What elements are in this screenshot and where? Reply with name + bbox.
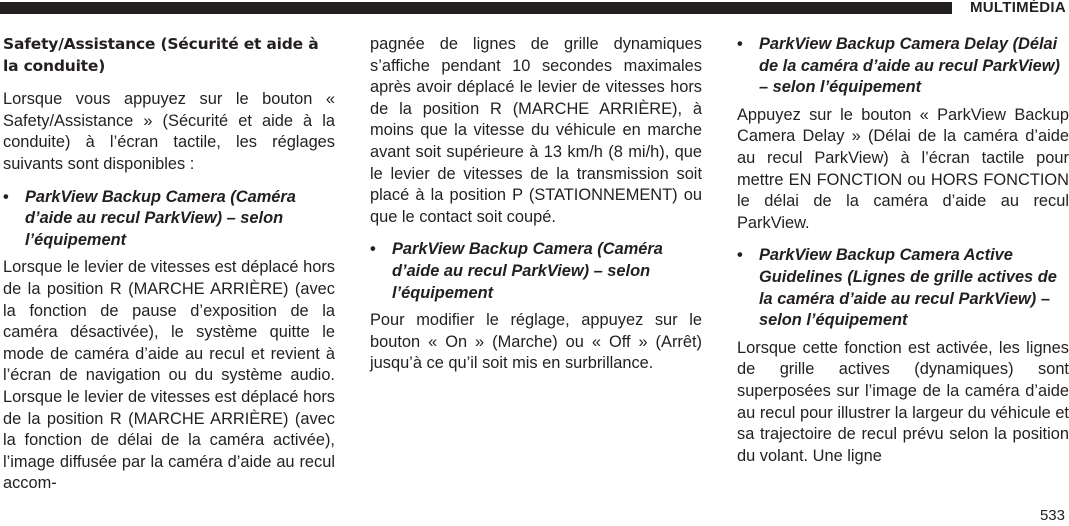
bullet-icon: • [3,187,9,206]
section-heading: Safety/Assistance (Sécurité et aide à la conduite) [3,35,319,75]
header-bar [0,2,952,14]
section-label: MULTIMÉDIA [969,0,1066,16]
bullet-heading-camera-delay: • ParkView Backup Camera Delay (Délai de la caméra d’aide au recul ParkView) – selon l’équipement [737,34,1069,99]
page-number: 533 [1039,507,1065,524]
column-3 [737,34,1069,467]
camera-paragraph-continued: pagnée de lignes de grille dynamiques s’affiche pendant 10 secondes maximales après avoir déplacé le levier de vitesses hors de la position R (MARCHE ARRIÈRE), à moins que la vitesse du véhicule en marche avant soit supérieure à 13 km/h (8 mi/h), que le levier de vitesses de la transmission soit placé à la position P (STATIONNEMENT) ou que le contact soit coupé. [370,35,702,226]
bullet-icon: • [370,240,376,259]
bullet-heading-active-guidelines: • ParkView Backup Camera Active Guidelines (Lignes de grille actives de la caméra d’aide au recul ParkView) – selon l’équipement [737,245,1069,331]
delay-paragraph: Appuyez sur le bouton « ParkView Backup Camera Delay » (Délai de la caméra d’aide au recul ParkView) à l’écran tactile pour mettre EN FONCTION ou HORS FONCTION le délai de la caméra d’aide au recul ParkView. [737,105,1069,232]
intro-paragraph: Lorsque vous appuyez sur le bouton « Safety/Assistance » (Sécurité et aide à la conduite) à l’écran tactile, les réglages suivants sont disponibles : [3,90,335,173]
guidelines-paragraph: Lorsque cette fonction est activée, les lignes de grille actives (dynamiques) sont superposées sur l’image de la caméra d’aide au recul pour illustrer la largeur du véhicule et sa trajectoire de recul prévu selon la position du volant. Une ligne [737,338,1069,465]
column-1 [3,34,335,495]
camera-paragraph: Lorsque le levier de vitesses est déplacé hors de la position R (MARCHE ARRIÈRE) (avec la fonction de pause d’exposition de la caméra désactivée), le système quitte le mode de caméra d’aide au recul et revient à l’écran de navigation ou du système audio. Lorsque le levier de vitesses est déplacé hors de la position R (MARCHE ARRIÈRE) (avec la fonction de délai de la caméra activée), l’image diffusée par la caméra d’aide au recul accom- [3,258,335,493]
bullet-icon: • [737,35,743,53]
bullet-heading-camera: • ParkView Backup Camera (Caméra d’aide au recul ParkView) – selon l’équipement [3,187,335,252]
column-2 [370,34,702,375]
bullet-heading-camera-2: • ParkView Backup Camera (Caméra d’aide au recul ParkView) – selon l’équipement [370,239,702,304]
setting-paragraph: Pour modifier le réglage, appuyez sur le bouton « On » (Marche) ou « Off » (Arrêt) jusqu’à ce qu’il soit mis en surbrillance. [370,311,702,373]
bullet-icon: • [737,246,743,265]
